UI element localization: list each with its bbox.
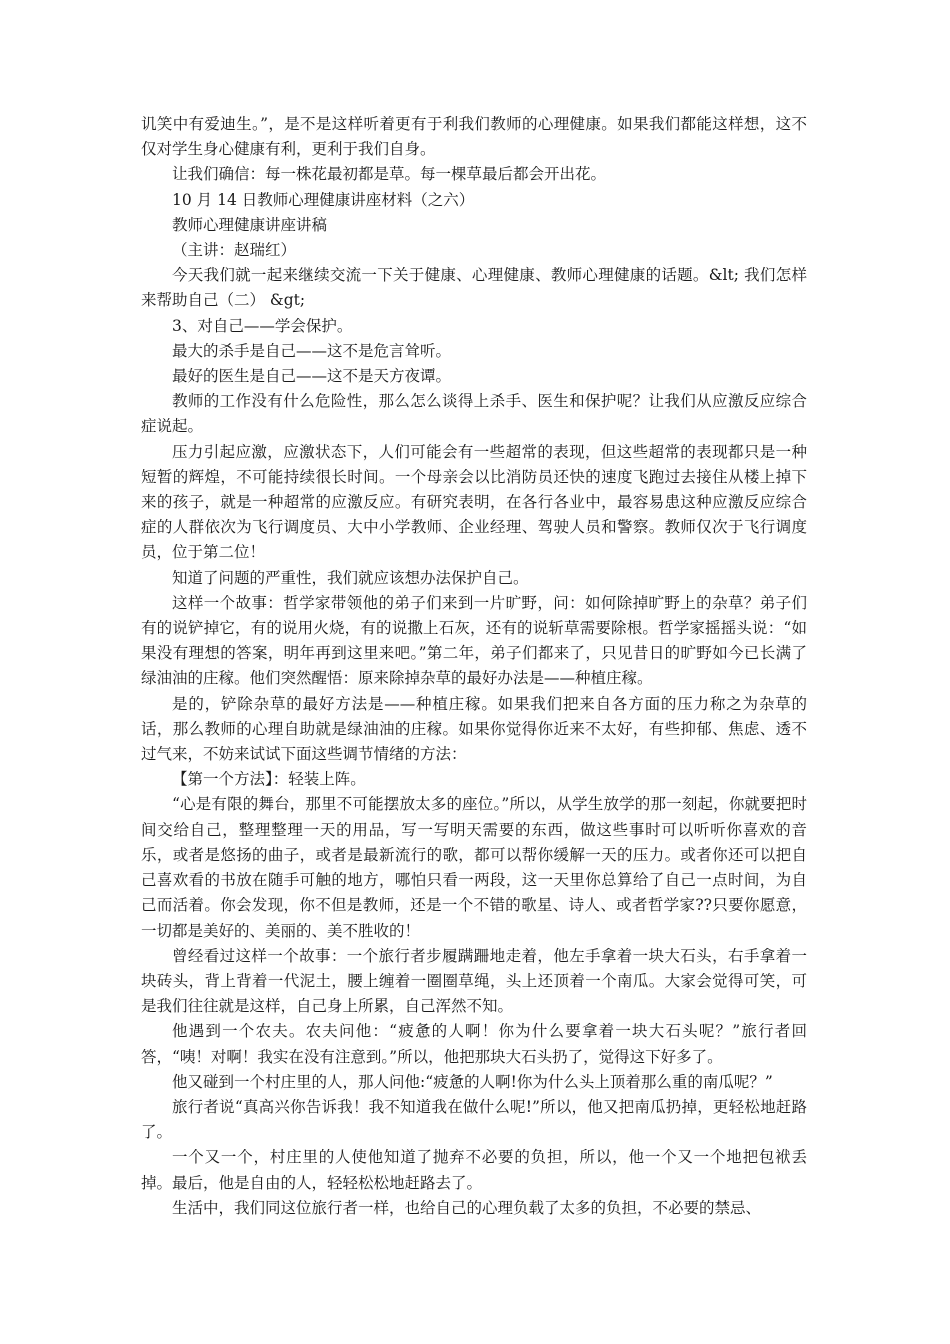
paragraph: 教师的工作没有什么危险性，那么怎么谈得上杀手、医生和保护呢？让我们从应激反应综合症说起。 [141, 392, 807, 436]
paragraph: 知道了问题的严重性，我们就应该想办法保护自己。 [172, 568, 529, 587]
paragraph: 旅行者说“真高兴你告诉我！我不知道我在做什么呢!”所以，他又把南瓜扔掉，更轻松地赶路了。 [141, 1097, 807, 1142]
lecturer-line: （主讲：赵瑞红） [172, 241, 297, 260]
paragraph: 他又碰到一个村庄里的人，那人问他:“疲惫的人啊!你为什么头上顶着那么重的南瓜呢？” [172, 1072, 773, 1091]
paragraph: 最好的医生是自己——这不是天方夜谭。 [172, 367, 452, 386]
paragraph: 他遇到一个农夫。农夫问他：“疲惫的人啊！你为什么要拿着一块大石头呢？”旅行者回答，“咦！对啊！我实在没有注意到。”所以，他把那块大石头扔了，觉得这下好多了。 [141, 1022, 807, 1066]
paragraph: 最大的杀手是自己——这不是危言耸听。 [172, 341, 452, 360]
paragraph: 一个又一个，村庄里的人使他知道了抛弃不必要的负担，所以，他一个又一个地把包袱丢掉。最后，他是自由的人，轻轻松松地赶路去了。 [141, 1148, 807, 1192]
document-body [141, 112, 807, 1221]
section-heading: 10 月 14 日教师心理健康讲座材料（之六） [172, 190, 475, 209]
paragraph: 这样一个故事：哲学家带领他的弟子们来到一片旷野，问：如何除掉旷野上的杂草？弟子们有的说铲掉它，有的说用火烧，有的说撒上石灰，还有的说斩草需要除根。哲学家摇摇头说：“如果没有理想的答案，明年再到这里来吧。”第二年，弟子们都来了，只见昔日的旷野如今已长满了绿油油的庄稼。他们突然醒悟：原来除掉杂草的最好办法是——种植庄稼。 [141, 593, 807, 688]
paragraph: 压力引起应激，应激状态下，人们可能会有一些超常的表现，但这些超常的表现都只是一种短暂的辉煌，不可能持续很长时间。一个母亲会以比消防员还快的速度飞跑过去接住从楼上掉下来的孩子，就是一种超常的应激反应。有研究表明，在各行各业中，最容易患这种应激反应综合症的人群依次为飞行调度员、大中小学教师、企业经理、驾驶人员和警察。教师仅次于飞行调度员，位于第二位！ [141, 442, 807, 562]
paragraph: 让我们确信：每一株花最初都是草。每一棵草最后都会开出花。 [172, 165, 607, 184]
paragraph: 今天我们就一起来继续交流一下关于健康、心理健康、教师心理健康的话题。&lt; 我们怎样来帮助自己（二） &gt; [141, 266, 807, 310]
paragraph: “心是有限的舞台，那里不可能摆放太多的座位。”所以，从学生放学的那一刻起，你就要把时间交给自己，整理整理一天的用品，写一写明天需要的东西，做这些事时可以听听你喜欢的音乐，或者是悠扬的曲子，或者是最新流行的歌，都可以帮你缓解一天的压力。或者你还可以把自己喜欢看的书放在随手可触的地方，哪怕只看一两段，这一天里你总算给了自己一点时间，为自己而活着。你会发现，你不但是教师，还是一个不错的歌星、诗人、或者哲学家??只要你愿意，一切都是美好的、美丽的、美不胜收的！ [141, 795, 807, 940]
method-heading: 【第一个方法】：轻装上阵。 [172, 770, 366, 789]
subsection-heading: 3、对自己——学会保护。 [172, 316, 353, 335]
paragraph: 是的，铲除杂草的最好方法是——种植庄稼。如果我们把来自各方面的压力称之为杂草的话，那么教师的心理自助就是绿油油的庄稼。如果你觉得你近来不太好，有些抑郁、焦虑、透不过气来，不妨来试试下面这些调节情绪的方法： [141, 694, 807, 764]
paragraph: 讥笑中有爱迪生。”，是不是这样听着更有于利我们教师的心理健康。如果我们都能这样想，这不仅对学生身心健康有利，更利于我们自身。 [141, 115, 807, 159]
paragraph: 曾经看过这样一个故事：一个旅行者步履蹒跚地走着，他左手拿着一块大石头，右手拿着一块砖头，背上背着一代泥土，腰上缠着一圈圈草绳，头上还顶着一个南瓜。大家会觉得可笑，可是我们往往就是这样，自己身上所累，自己浑然不知。 [141, 946, 807, 1016]
lecture-title: 教师心理健康讲座讲稿 [172, 215, 328, 234]
paragraph: 生活中，我们同这位旅行者一样，也给自己的心理负载了太多的负担，不必要的禁忌、 [172, 1198, 762, 1217]
